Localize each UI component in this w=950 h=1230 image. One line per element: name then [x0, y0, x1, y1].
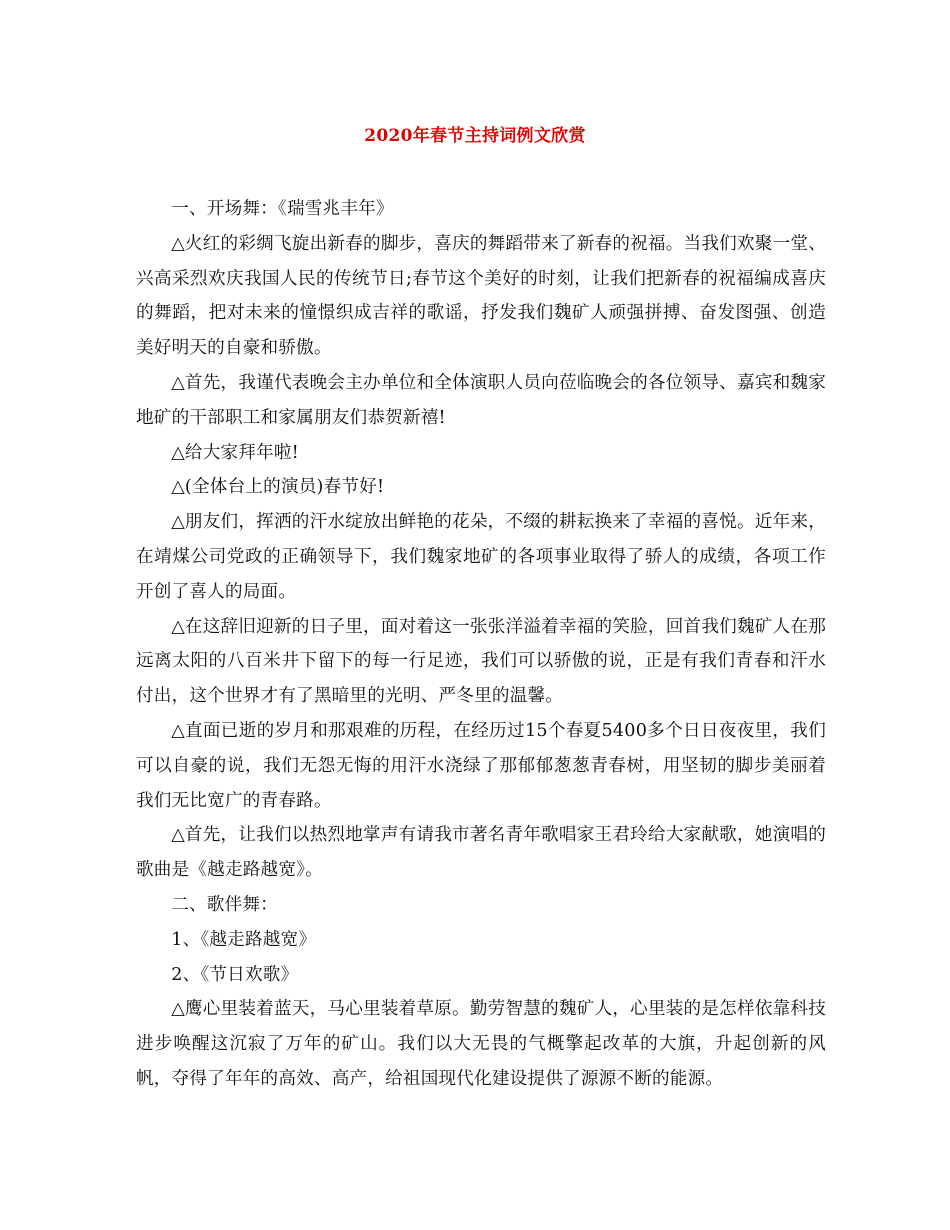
paragraph: △首先，我谨代表晚会主办单位和全体演职人员向莅临晚会的各位领导、嘉宾和魏家地矿的干部职工和家属朋友们恭贺新禧!: [136, 372, 826, 428]
paragraph: △在这辞旧迎新的日子里，面对着这一张张洋溢着幸福的笑脸，回首我们魏矿人在那远离太阳的八百米井下留下的每一行足迹，我们可以骄傲的说，正是有我们青春和汗水付出，这个世界才有了黑暗里的光明、严冬里的温馨。: [136, 616, 826, 707]
paragraph: △首先，让我们以热烈地掌声有请我市著名青年歌唱家王君玲给大家献歌，她演唱的歌曲是《越走路越宽》。: [136, 825, 826, 881]
paragraph: △给大家拜年啦!: [171, 442, 299, 463]
paragraph-opening-dance: 一、开场舞：《瑞雪兆丰年》: [171, 199, 394, 219]
list-item: 1、《越走路越宽》: [171, 929, 317, 950]
list-item: 2、《节日欢歌》: [171, 964, 299, 985]
document-body: [136, 192, 826, 1097]
paragraph: △(全体台上的演员)春节好!: [171, 477, 385, 498]
paragraph: △鹰心里装着蓝天，马心里装着草原。勤劳智慧的魏矿人，心里装的是怎样依靠科技进步唤醒这沉寂了万年的矿山。我们以大无畏的气概擎起改革的大旗，升起创新的风帆，夺得了年年的高效、高产，给祖国现代化建设提供了源源不断的能源。: [136, 999, 826, 1089]
paragraph: △朋友们，挥洒的汗水绽放出鲜艳的花朵，不缀的耕耘换来了幸福的喜悦。近年来，在靖煤公司党政的正确领导下，我们魏家地矿的各项事业取得了骄人的成绩，各项工作开创了喜人的局面。: [136, 512, 826, 602]
paragraph-song-dance-heading: 二、歌伴舞：: [171, 894, 278, 915]
paragraph: △火红的彩绸飞旋出新春的脚步，喜庆的舞蹈带来了新春的祝福。当我们欢聚一堂、兴高采烈欢庆我国人民的传统节日;春节这个美好的时刻，让我们把新春的祝福编成喜庆的舞蹈，把对未来的憧憬织成吉祥的歌谣，抒发我们魏矿人顽强拼搏、奋发图强、创造美好明天的自豪和骄傲。: [136, 233, 826, 359]
document-title: 2020年春节主持词例文欣赏: [364, 126, 586, 146]
paragraph: △直面已逝的岁月和那艰难的历程，在经历过15个春夏5400多个日日夜夜里，我们可以自豪的说，我们无怨无悔的用汗水浇绿了那郁郁葱葱青春树，用坚韧的脚步美丽着我们无比宽广的青春路。: [136, 720, 826, 811]
